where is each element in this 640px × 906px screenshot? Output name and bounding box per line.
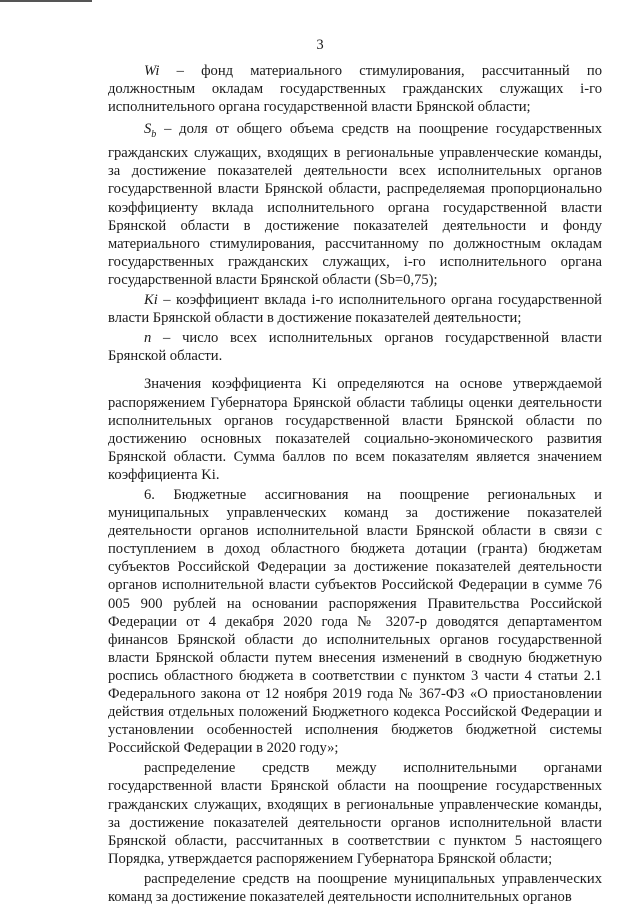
- formula-ki: Ki: [144, 292, 158, 309]
- paragraph-ki: [108, 291, 602, 327]
- paragraph-sb: [108, 120, 602, 289]
- first-line-word: исполнительными: [403, 760, 517, 777]
- formula-n: n: [144, 330, 152, 347]
- paragraph-ki-values: Значения коэффициента Ki определяются на основе утверждаемой распоряжением Губернатора Брянской области таблицы оценки деятельности исполнительных органов государственной власти Брянской области по достижению основных показателей социально-экономического развития Брянской области. Сумма баллов по всем показателям является значением коэффициента Ki.: [108, 376, 602, 483]
- paragraph-ki-text: – коэффициент вклада i-го исполнительного органа государственной власти Брянской области в достижение показателей деятельности;: [108, 292, 602, 327]
- paragraph-wi-text: – фонд материального стимулирования, рассчитанный по должностным окладам государственных гражданских служащих i-го исполнительного органа государственной власти Брянской области;: [108, 63, 602, 116]
- first-line-word: распределение: [144, 760, 236, 777]
- paragraph-sb-text: – доля от общего объема средств на поощрение государственных гражданских служащих, входящих в региональные управленческие команды, за достижение показателей деятельности всех исполнительных органов государственной власти Брянской области, распределяемая пропорционально коэффициенту вклада исполнительного органа государственной власти Брянской области в достижение показателей деятельности и фонду материального стимулирования, рассчитанному по должностным окладам государственных гражданских служащих, i-го исполнительного органа государственной власти Брянской области (Sb=0,75);: [108, 121, 602, 288]
- first-line-word: средств: [262, 760, 310, 777]
- formula-sb: $S_b$: [144, 121, 157, 141]
- distribution-regional-text: государственной власти Брянской области на поощрение государственных гражданских служащих, входящих в региональные управленческие команды, за достижение показателей деятельности органов исполнительной власти Брянской области, рассчитанных в соответствии с пунктом 5 настоящего Порядка, утверждается распоряжением Губернатора Брянской области;: [108, 778, 602, 867]
- first-line-word: между: [336, 760, 377, 777]
- page-number: 3: [316, 37, 324, 53]
- paragraph-wi: [108, 62, 602, 116]
- top-edge-line: [0, 0, 92, 2]
- paragraph-section-6: 6. Бюджетные ассигнования на поощрение региональных и муниципальных управленческих команд за достижение показателей деятельности органов исполнительной власти Брянской области в связи с поступлением в доход областного бюджета дотации (гранта) бюджетам субъектов Российской Федерации за достижение показателей деятельности органов исполнительной власти субъектов Российской Федерации в сумме 76 005 900 рублей на основании распоряжения Правительства Российской Федерации от 4 декабря 2020 года № 3207-р доводятся департаментом финансов Брянской области до исполнительных органов государственной власти Брянской области путем внесения изменений в сводную бюджетную роспись областного бюджета в соответствии с пунктом 3 части 4 статьи 2.1 Федерального закона от 12 ноября 2019 года № 367-ФЗ «О приостановлении действия отдельных положений Бюджетного кодекса Российской Федерации и установлении особенностей исполнения бюджетов бюджетной системы Российской Федерации в 2020 году»;: [108, 486, 602, 757]
- paragraph-n: [108, 329, 602, 365]
- formula-wi: Wi: [144, 63, 160, 79]
- paragraph-distribution-municipal: распределение средств на поощрение муниципальных управленческих команд за достижение показателей деятельности исполнительных органов: [108, 870, 602, 906]
- paragraph-n-text: – число всех исполнительных органов государственной власти Брянской области.: [108, 330, 602, 365]
- paragraph-distribution-regional: [108, 759, 602, 868]
- first-line-word: органами: [543, 760, 602, 777]
- distribution-first-line: [108, 759, 602, 777]
- document-body: [108, 62, 602, 906]
